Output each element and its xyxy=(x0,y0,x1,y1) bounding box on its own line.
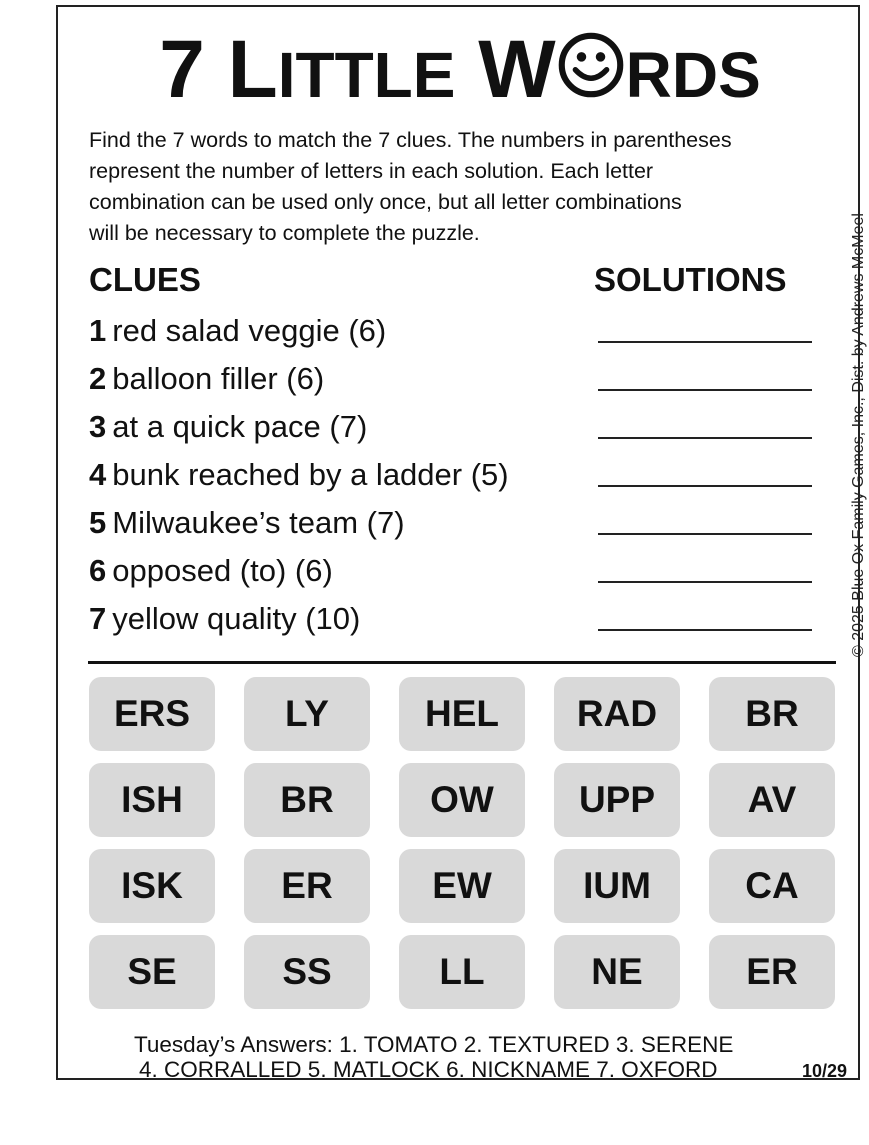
clue-5 xyxy=(89,505,405,541)
letter-tile[interactable]: ERS xyxy=(89,677,215,751)
title-part-2: ITTLE xyxy=(277,39,456,111)
credit-text: © 2025 Blue Ox Family Games, Inc., Dist. by Andrews McMeel xyxy=(850,213,867,657)
letter-tile[interactable]: ISH xyxy=(89,763,215,837)
clue-2 xyxy=(89,361,324,397)
clue-text: opposed (to) (6) xyxy=(112,553,333,588)
solution-blank-7[interactable] xyxy=(598,629,812,631)
clue-text: yellow quality (10) xyxy=(112,601,361,636)
clue-number: 6 xyxy=(89,553,107,588)
instructions-line: will be necessary to complete the puzzle. xyxy=(89,221,480,245)
clue-number: 1 xyxy=(89,313,107,348)
instructions-line: represent the number of letters in each solution. Each letter xyxy=(89,159,654,183)
solution-blank-1[interactable] xyxy=(598,341,812,343)
solution-blank-5[interactable] xyxy=(598,533,812,535)
title-part-3: W xyxy=(455,24,556,115)
letter-tile[interactable]: EW xyxy=(399,849,525,923)
title-part-4: RDS xyxy=(625,39,761,111)
letter-tile[interactable]: CA xyxy=(709,849,835,923)
clue-number: 3 xyxy=(89,409,107,444)
puzzle-panel xyxy=(56,5,867,1082)
letter-tile[interactable]: UPP xyxy=(554,763,680,837)
clue-number: 5 xyxy=(89,505,107,540)
instructions-line: Find the 7 words to match the 7 clues. The numbers in parentheses xyxy=(89,128,732,152)
letter-tile[interactable]: SE xyxy=(89,935,215,1009)
solution-blank-6[interactable] xyxy=(598,581,812,583)
puzzle-date: 10/29 xyxy=(802,1061,848,1081)
clue-6 xyxy=(89,553,333,589)
clue-text: Milwaukee’s team (7) xyxy=(112,505,405,540)
letter-tile[interactable]: BR xyxy=(709,677,835,751)
letter-tile[interactable]: ER xyxy=(709,935,835,1009)
section-divider xyxy=(88,661,836,664)
letter-tile[interactable]: BR xyxy=(244,763,370,837)
letter-tile[interactable]: HEL xyxy=(399,677,525,751)
clue-text: balloon filler (6) xyxy=(112,361,325,396)
clue-text: at a quick pace (7) xyxy=(112,409,368,444)
title-part-1: 7 L xyxy=(159,24,278,115)
clue-1 xyxy=(89,313,386,349)
previous-answers-line-1: Tuesday’s Answers: 1. TOMATO 2. TEXTURED 3. SERENE xyxy=(134,1032,734,1057)
clue-number: 4 xyxy=(89,457,107,492)
previous-answers-line-2: 4. CORRALLED 5. MATLOCK 6. NICKNAME 7. OXFORD xyxy=(139,1057,718,1082)
instructions-line: combination can be used only once, but all letter combinations xyxy=(89,190,682,214)
puzzle-title xyxy=(58,24,862,115)
letter-tile[interactable]: LL xyxy=(399,935,525,1009)
letter-tile[interactable]: OW xyxy=(399,763,525,837)
letter-tile[interactable]: AV xyxy=(709,763,835,837)
letter-tile[interactable]: ISK xyxy=(89,849,215,923)
clue-text: bunk reached by a ladder (5) xyxy=(112,457,509,492)
letter-tile[interactable]: IUM xyxy=(554,849,680,923)
solution-blank-2[interactable] xyxy=(598,389,812,391)
solution-blank-4[interactable] xyxy=(598,485,812,487)
instructions xyxy=(89,125,834,249)
solution-blank-3[interactable] xyxy=(598,437,812,439)
clues-header: CLUES xyxy=(89,261,201,298)
clue-3 xyxy=(89,409,367,445)
letter-tile[interactable]: ER xyxy=(244,849,370,923)
letter-tile[interactable]: NE xyxy=(554,935,680,1009)
clue-number: 2 xyxy=(89,361,107,396)
letter-tile[interactable]: LY xyxy=(244,677,370,751)
clue-7 xyxy=(89,601,360,637)
clue-number: 7 xyxy=(89,601,107,636)
clue-text: red salad veggie (6) xyxy=(112,313,387,348)
smiley-face-icon xyxy=(557,31,625,99)
solutions-header: SOLUTIONS xyxy=(594,261,787,298)
letter-tile[interactable]: SS xyxy=(244,935,370,1009)
letter-tile[interactable]: RAD xyxy=(554,677,680,751)
clue-4 xyxy=(89,457,509,493)
